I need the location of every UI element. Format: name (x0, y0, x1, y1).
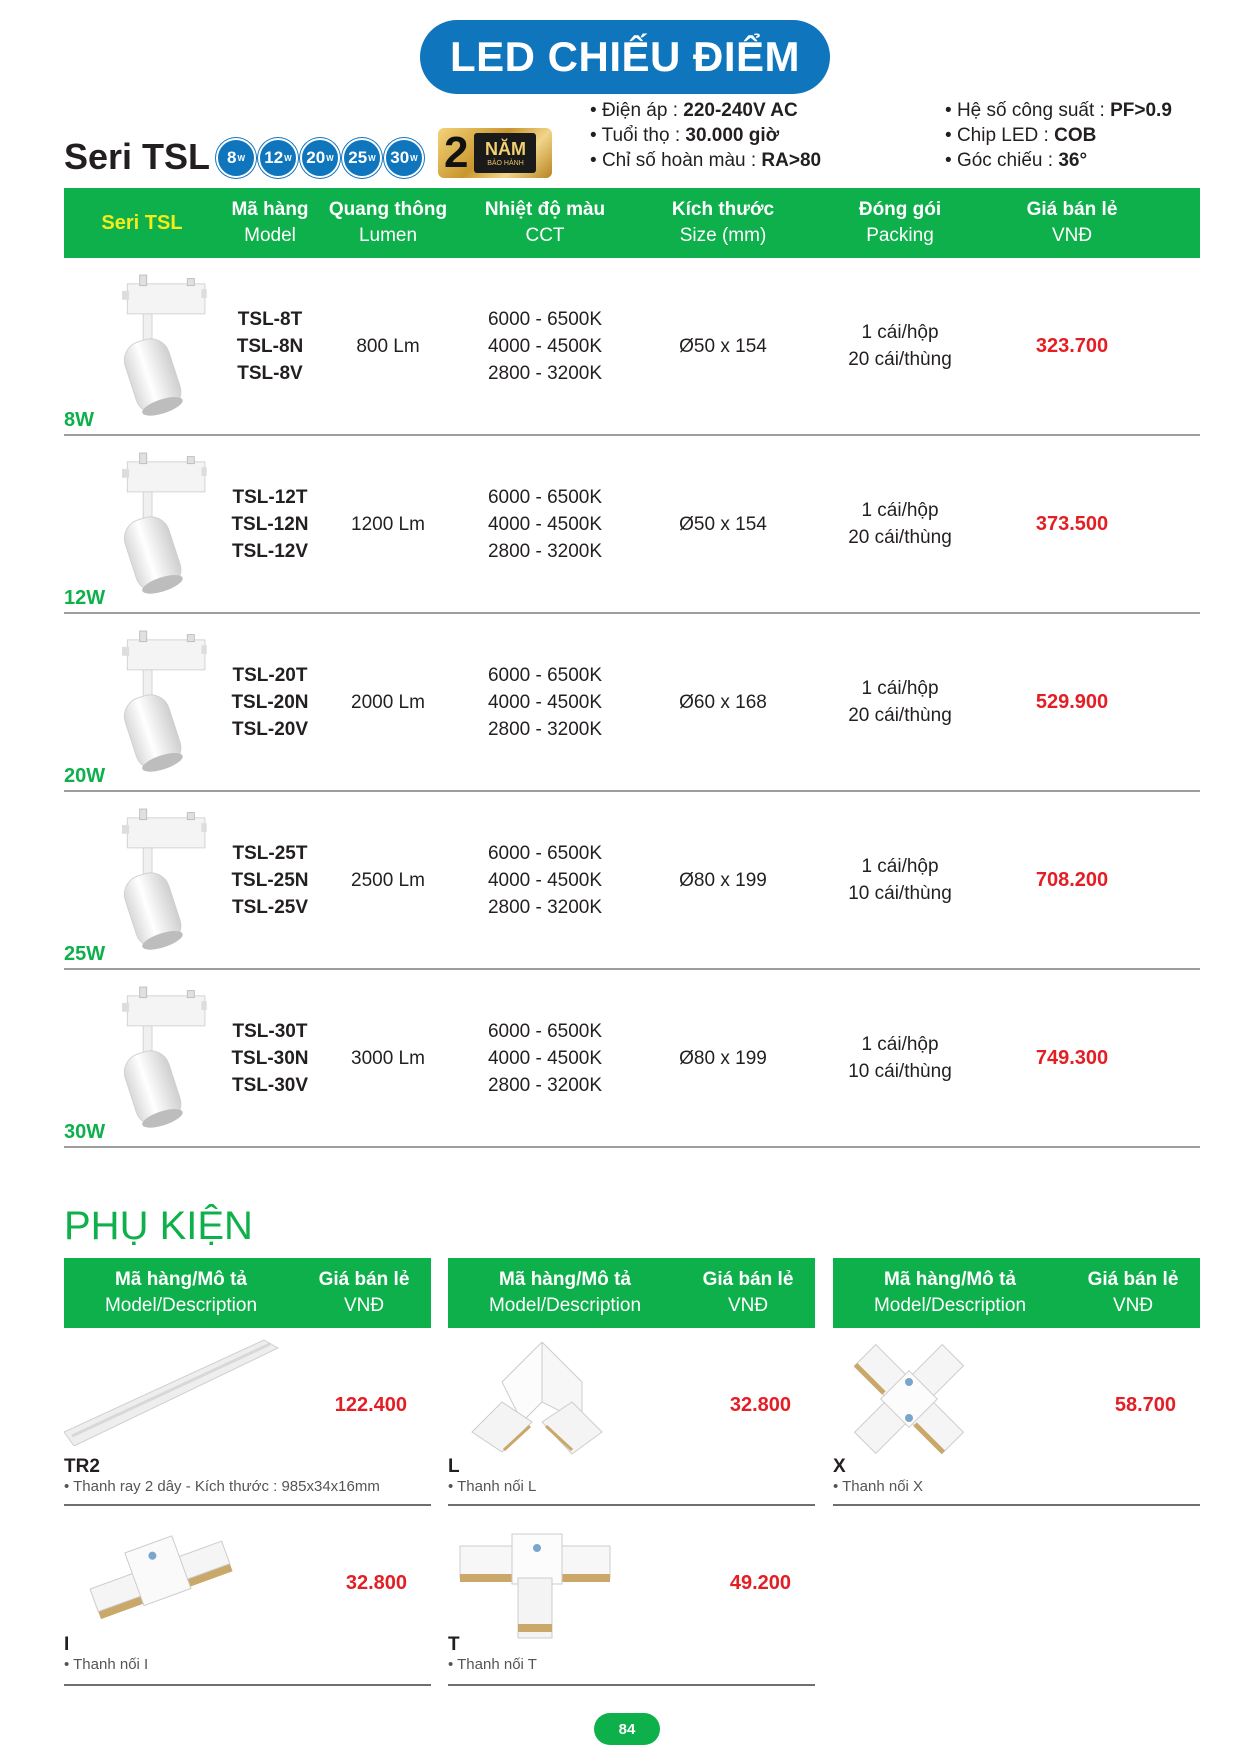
cct-cell: 6000 - 6500K 4000 - 4500K 2800 - 3200K (487, 664, 603, 740)
cct-cell: 6000 - 6500K 4000 - 4500K 2800 - 3200K (487, 1020, 603, 1096)
product-image-cell (64, 792, 220, 968)
accessory-code: T (448, 1634, 460, 1655)
cct-cell: 6000 - 6500K 4000 - 4500K 2800 - 3200K (487, 308, 603, 384)
packing-cell: 1 cái/hộp 10 cái/thùng (848, 1034, 952, 1082)
product-image-cell (64, 614, 220, 790)
model-cell: TSL-25T TSL-25N TSL-25V (231, 842, 309, 918)
wattage-badges (216, 138, 424, 178)
accessory-description: • Thanh nối I (64, 1656, 149, 1673)
accessory-description: • Thanh nối X (833, 1478, 924, 1495)
accessories-title: PHỤ KIỆN (64, 1204, 253, 1248)
spec-chip: • Chip LED : COB (945, 125, 1097, 146)
size-cell: Ø50 x 154 (679, 335, 767, 357)
accessory-code: I (64, 1634, 70, 1655)
model-cell: TSL-8T TSL-8N TSL-8V (236, 308, 304, 384)
model-cell: TSL-12T TSL-12N TSL-12V (231, 486, 309, 562)
x-connector-icon (839, 1334, 979, 1464)
table-row (64, 258, 1200, 436)
wattage-label: 25W (64, 943, 106, 965)
accessory-table-header: Mã hàng/Mô tả Model/Description Giá bán lẻ VNĐ (448, 1258, 815, 1328)
packing-cell: 1 cái/hộp 20 cái/thùng (848, 678, 952, 726)
size-cell: Ø80 x 199 (679, 869, 767, 891)
accessory-code: X (833, 1456, 846, 1477)
accessory-code: TR2 (64, 1456, 100, 1477)
product-image-cell (64, 436, 220, 612)
accessory-item (833, 1328, 1200, 1506)
price-cell: 323.700 (1035, 334, 1109, 357)
accessory-description: • Thanh nối T (448, 1656, 537, 1673)
track-spotlight-icon (102, 980, 232, 1130)
track-rail-icon (64, 1336, 284, 1446)
table-row (64, 436, 1200, 614)
packing-cell: 1 cái/hộp 20 cái/thùng (848, 322, 952, 370)
column-header-lumen: Quang thông Lumen (328, 199, 448, 246)
spec-voltage: • Điện áp : 220-240V AC (590, 100, 798, 121)
track-spotlight-icon (102, 802, 232, 952)
accessory-column (833, 1258, 1200, 1506)
page-number-badge: 84 (594, 1713, 660, 1745)
warranty-badge: 2 NĂM BẢO HÀNH (438, 128, 552, 178)
track-spotlight-icon (102, 268, 232, 418)
page-title: LED CHIẾU ĐIỂM (420, 20, 830, 94)
accessory-item (448, 1328, 815, 1506)
column-header-series: Seri TSL (101, 212, 183, 234)
lumen-cell: 3000 Lm (351, 1047, 425, 1069)
column-header-cct: Nhiệt độ màu CCT (484, 199, 606, 246)
model-cell: TSL-30T TSL-30N TSL-30V (231, 1020, 309, 1096)
product-image-cell (64, 970, 220, 1146)
lumen-cell: 2500 Lm (351, 869, 425, 891)
accessory-item (64, 1506, 431, 1686)
accessory-price: 122.400 (334, 1394, 407, 1416)
track-spotlight-icon (102, 446, 232, 596)
lumen-cell: 1200 Lm (351, 513, 425, 535)
price-cell: 708.200 (1035, 868, 1109, 891)
spec-power-factor: • Hệ số công suất : PF>0.9 (945, 100, 1172, 121)
accessory-table-header: Mã hàng/Mô tả Model/Description Giá bán lẻ VNĐ (64, 1258, 431, 1328)
wattage-badge: 8 W (216, 138, 256, 178)
accessory-item (64, 1328, 431, 1506)
column-header-price: Giá bán lẻ VNĐ (1026, 199, 1118, 246)
size-cell: Ø50 x 154 (679, 513, 767, 535)
size-cell: Ø80 x 199 (679, 1047, 767, 1069)
table-row (64, 792, 1200, 970)
size-cell: Ø60 x 168 (679, 691, 767, 713)
wattage-badge: 30 W (384, 138, 424, 178)
track-spotlight-icon (102, 624, 232, 774)
accessory-price: 58.700 (1114, 1394, 1176, 1416)
accessory-description: • Thanh nối L (448, 1478, 537, 1495)
spec-beam-angle: • Góc chiếu : 36° (945, 150, 1088, 171)
accessory-item (448, 1506, 815, 1686)
spec-lifetime: • Tuổi thọ : 30.000 giờ (590, 125, 780, 146)
packing-cell: 1 cái/hộp 20 cái/thùng (848, 500, 952, 548)
accessory-price: 49.200 (729, 1572, 791, 1594)
accessory-price: 32.800 (729, 1394, 791, 1416)
accessory-column (64, 1258, 431, 1686)
t-connector-icon (452, 1524, 612, 1644)
column-header-packing: Đóng gói Packing (858, 199, 942, 246)
series-title: Seri TSL (64, 136, 211, 177)
i-connector-icon (82, 1522, 242, 1642)
product-table-header (64, 188, 1200, 258)
accessory-description: • Thanh ray 2 dây - Kích thước : 985x34x16mm (64, 1478, 380, 1495)
product-image-cell (64, 258, 220, 434)
spec-cri: • Chỉ số hoàn màu : RA>80 (590, 150, 822, 171)
wattage-badge: 25 W (342, 138, 382, 178)
specs-right (945, 98, 1172, 173)
price-cell: 373.500 (1035, 512, 1109, 535)
accessory-column (448, 1258, 815, 1686)
column-header-size: Kích thước Size (mm) (671, 199, 775, 246)
table-row (64, 970, 1200, 1148)
cct-cell: 6000 - 6500K 4000 - 4500K 2800 - 3200K (487, 842, 603, 918)
l-connector-icon (462, 1342, 612, 1462)
column-header-model: Mã hàng Model (231, 199, 309, 246)
price-cell: 749.300 (1035, 1046, 1109, 1069)
lumen-cell: 800 Lm (356, 335, 420, 357)
packing-cell: 1 cái/hộp 10 cái/thùng (848, 856, 952, 904)
cct-cell: 6000 - 6500K 4000 - 4500K 2800 - 3200K (487, 486, 603, 562)
accessory-code: L (448, 1456, 460, 1477)
wattage-label: 20W (64, 765, 106, 787)
wattage-label: 12W (64, 587, 106, 609)
wattage-badge: 20 W (300, 138, 340, 178)
specs-left (590, 98, 821, 173)
model-cell: TSL-20T TSL-20N TSL-20V (231, 664, 309, 740)
wattage-label: 30W (64, 1121, 106, 1143)
table-row (64, 614, 1200, 792)
wattage-badge: 12 W (258, 138, 298, 178)
accessory-table-header: Mã hàng/Mô tả Model/Description Giá bán lẻ VNĐ (833, 1258, 1200, 1328)
accessory-price: 32.800 (345, 1572, 407, 1594)
wattage-label: 8W (64, 409, 94, 431)
lumen-cell: 2000 Lm (351, 691, 425, 713)
price-cell: 529.900 (1035, 690, 1109, 713)
